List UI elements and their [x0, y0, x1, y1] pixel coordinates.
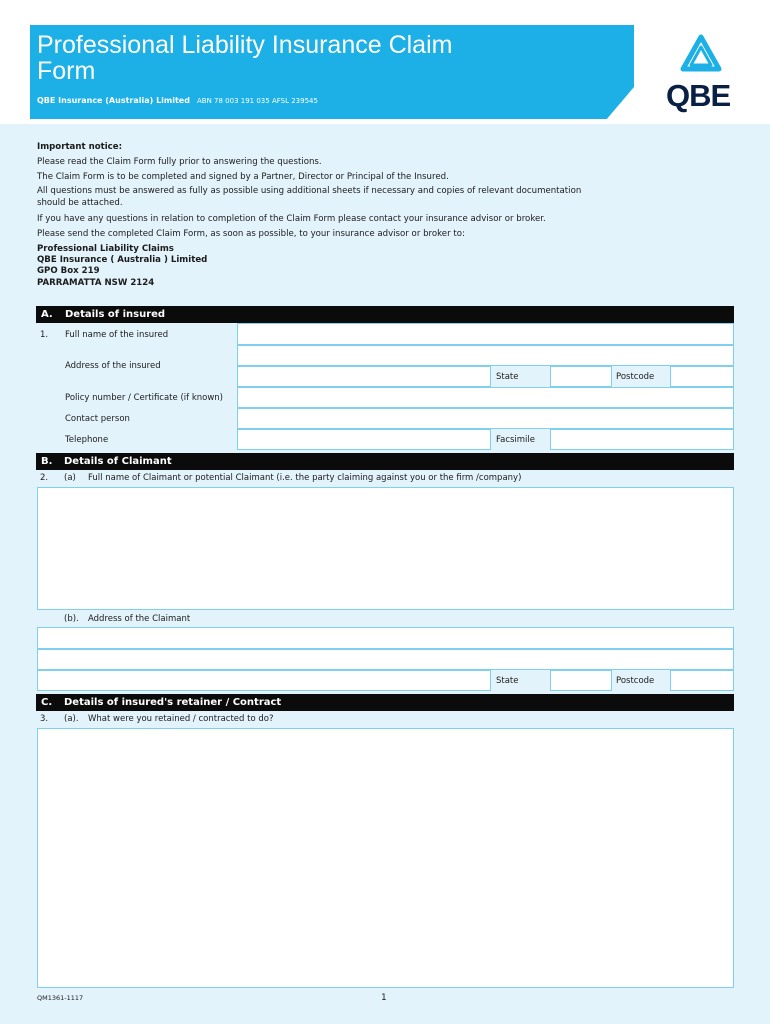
address-line: GPO Box 219 — [37, 266, 100, 276]
section-letter: A. — [41, 309, 53, 320]
section-title: Details of Claimant — [64, 456, 172, 467]
retainer-question: What were you retained / contracted to do? — [88, 714, 274, 724]
question-part: (a). — [64, 714, 79, 724]
address-label: Address of the insured — [65, 361, 161, 371]
postcode-label: Postcode — [616, 372, 655, 382]
question-number: 3. — [40, 714, 49, 724]
qbe-logo-icon — [677, 33, 725, 81]
notice-line: Please send the completed Claim Form, as soon as possible, to your insurance advisor or broker to: — [37, 229, 465, 239]
claimant-address-field-3[interactable] — [37, 670, 491, 691]
claimant-postcode-field[interactable] — [670, 670, 734, 691]
notice-line: Please read the Claim Form fully prior to answering the questions. — [37, 157, 322, 167]
contact-person-field[interactable] — [237, 408, 734, 429]
address-line: PARRAMATTA NSW 2124 — [37, 278, 155, 288]
state-label: State — [496, 676, 519, 686]
question-part: (a) — [64, 473, 76, 483]
address-line: QBE Insurance ( Australia ) Limited — [37, 255, 208, 265]
section-title: Details of insured's retainer / Contract — [64, 697, 282, 708]
section-a-header — [36, 306, 734, 323]
question-part: (b). — [64, 614, 79, 624]
facsimile-label: Facsimile — [496, 435, 536, 445]
facsimile-field[interactable] — [550, 429, 734, 450]
contact-label: Contact person — [65, 414, 130, 424]
claimant-address-field-1[interactable] — [37, 627, 734, 649]
section-title: Details of insured — [65, 309, 166, 320]
state-label: State — [496, 372, 519, 382]
address-line: Professional Liability Claims — [37, 244, 174, 254]
telephone-field[interactable] — [237, 429, 491, 450]
postcode-label: Postcode — [616, 676, 655, 686]
qbe-logo-text: QBE — [666, 78, 731, 113]
full-name-label: Full name of the insured — [65, 330, 169, 340]
claimant-address-question: Address of the Claimant — [88, 614, 191, 624]
company-name: QBE Insurance (Australia) Limited — [37, 96, 190, 105]
notice-line: should be attached. — [37, 198, 123, 208]
section-letter: B. — [41, 456, 53, 467]
retainer-details-field[interactable] — [37, 728, 734, 988]
policy-number-field[interactable] — [237, 387, 734, 408]
policy-label: Policy number / Certificate (if known) — [65, 393, 223, 403]
insured-name-field[interactable] — [237, 323, 734, 345]
abn-text: ABN 78 003 191 035 AFSL 239545 — [197, 97, 318, 105]
telephone-label: Telephone — [65, 435, 109, 445]
question-number: 1. — [40, 330, 49, 340]
section-b-header — [36, 453, 734, 470]
section-c-header — [36, 694, 734, 711]
insured-state-field[interactable] — [550, 366, 612, 387]
claimant-name-question: Full name of Claimant or potential Claimant (i.e. the party claiming against you or the firm /company) — [88, 473, 522, 483]
claimant-name-field[interactable] — [37, 487, 734, 610]
insured-address-field-2[interactable] — [237, 366, 491, 387]
notice-line: The Claim Form is to be completed and signed by a Partner, Director or Principal of the Insured. — [37, 172, 449, 182]
question-number: 2. — [40, 473, 49, 483]
form-title: Professional Liability Insurance Claim Form — [37, 31, 453, 85]
claimant-state-field[interactable] — [550, 670, 612, 691]
notice-heading: Important notice: — [37, 142, 123, 152]
form-code: QM1361-1117 — [37, 994, 84, 1002]
section-letter: C. — [41, 697, 53, 708]
insured-address-field-1[interactable] — [237, 345, 734, 366]
insured-postcode-field[interactable] — [670, 366, 734, 387]
claimant-address-field-2[interactable] — [37, 649, 734, 670]
notice-line: All questions must be answered as fully as possible using additional sheets if necessary and copies of relevant documentation — [37, 186, 582, 196]
notice-line: If you have any questions in relation to completion of the Claim Form please contact your insurance advisor or broker. — [37, 214, 546, 224]
page-number: 1 — [381, 993, 387, 1003]
